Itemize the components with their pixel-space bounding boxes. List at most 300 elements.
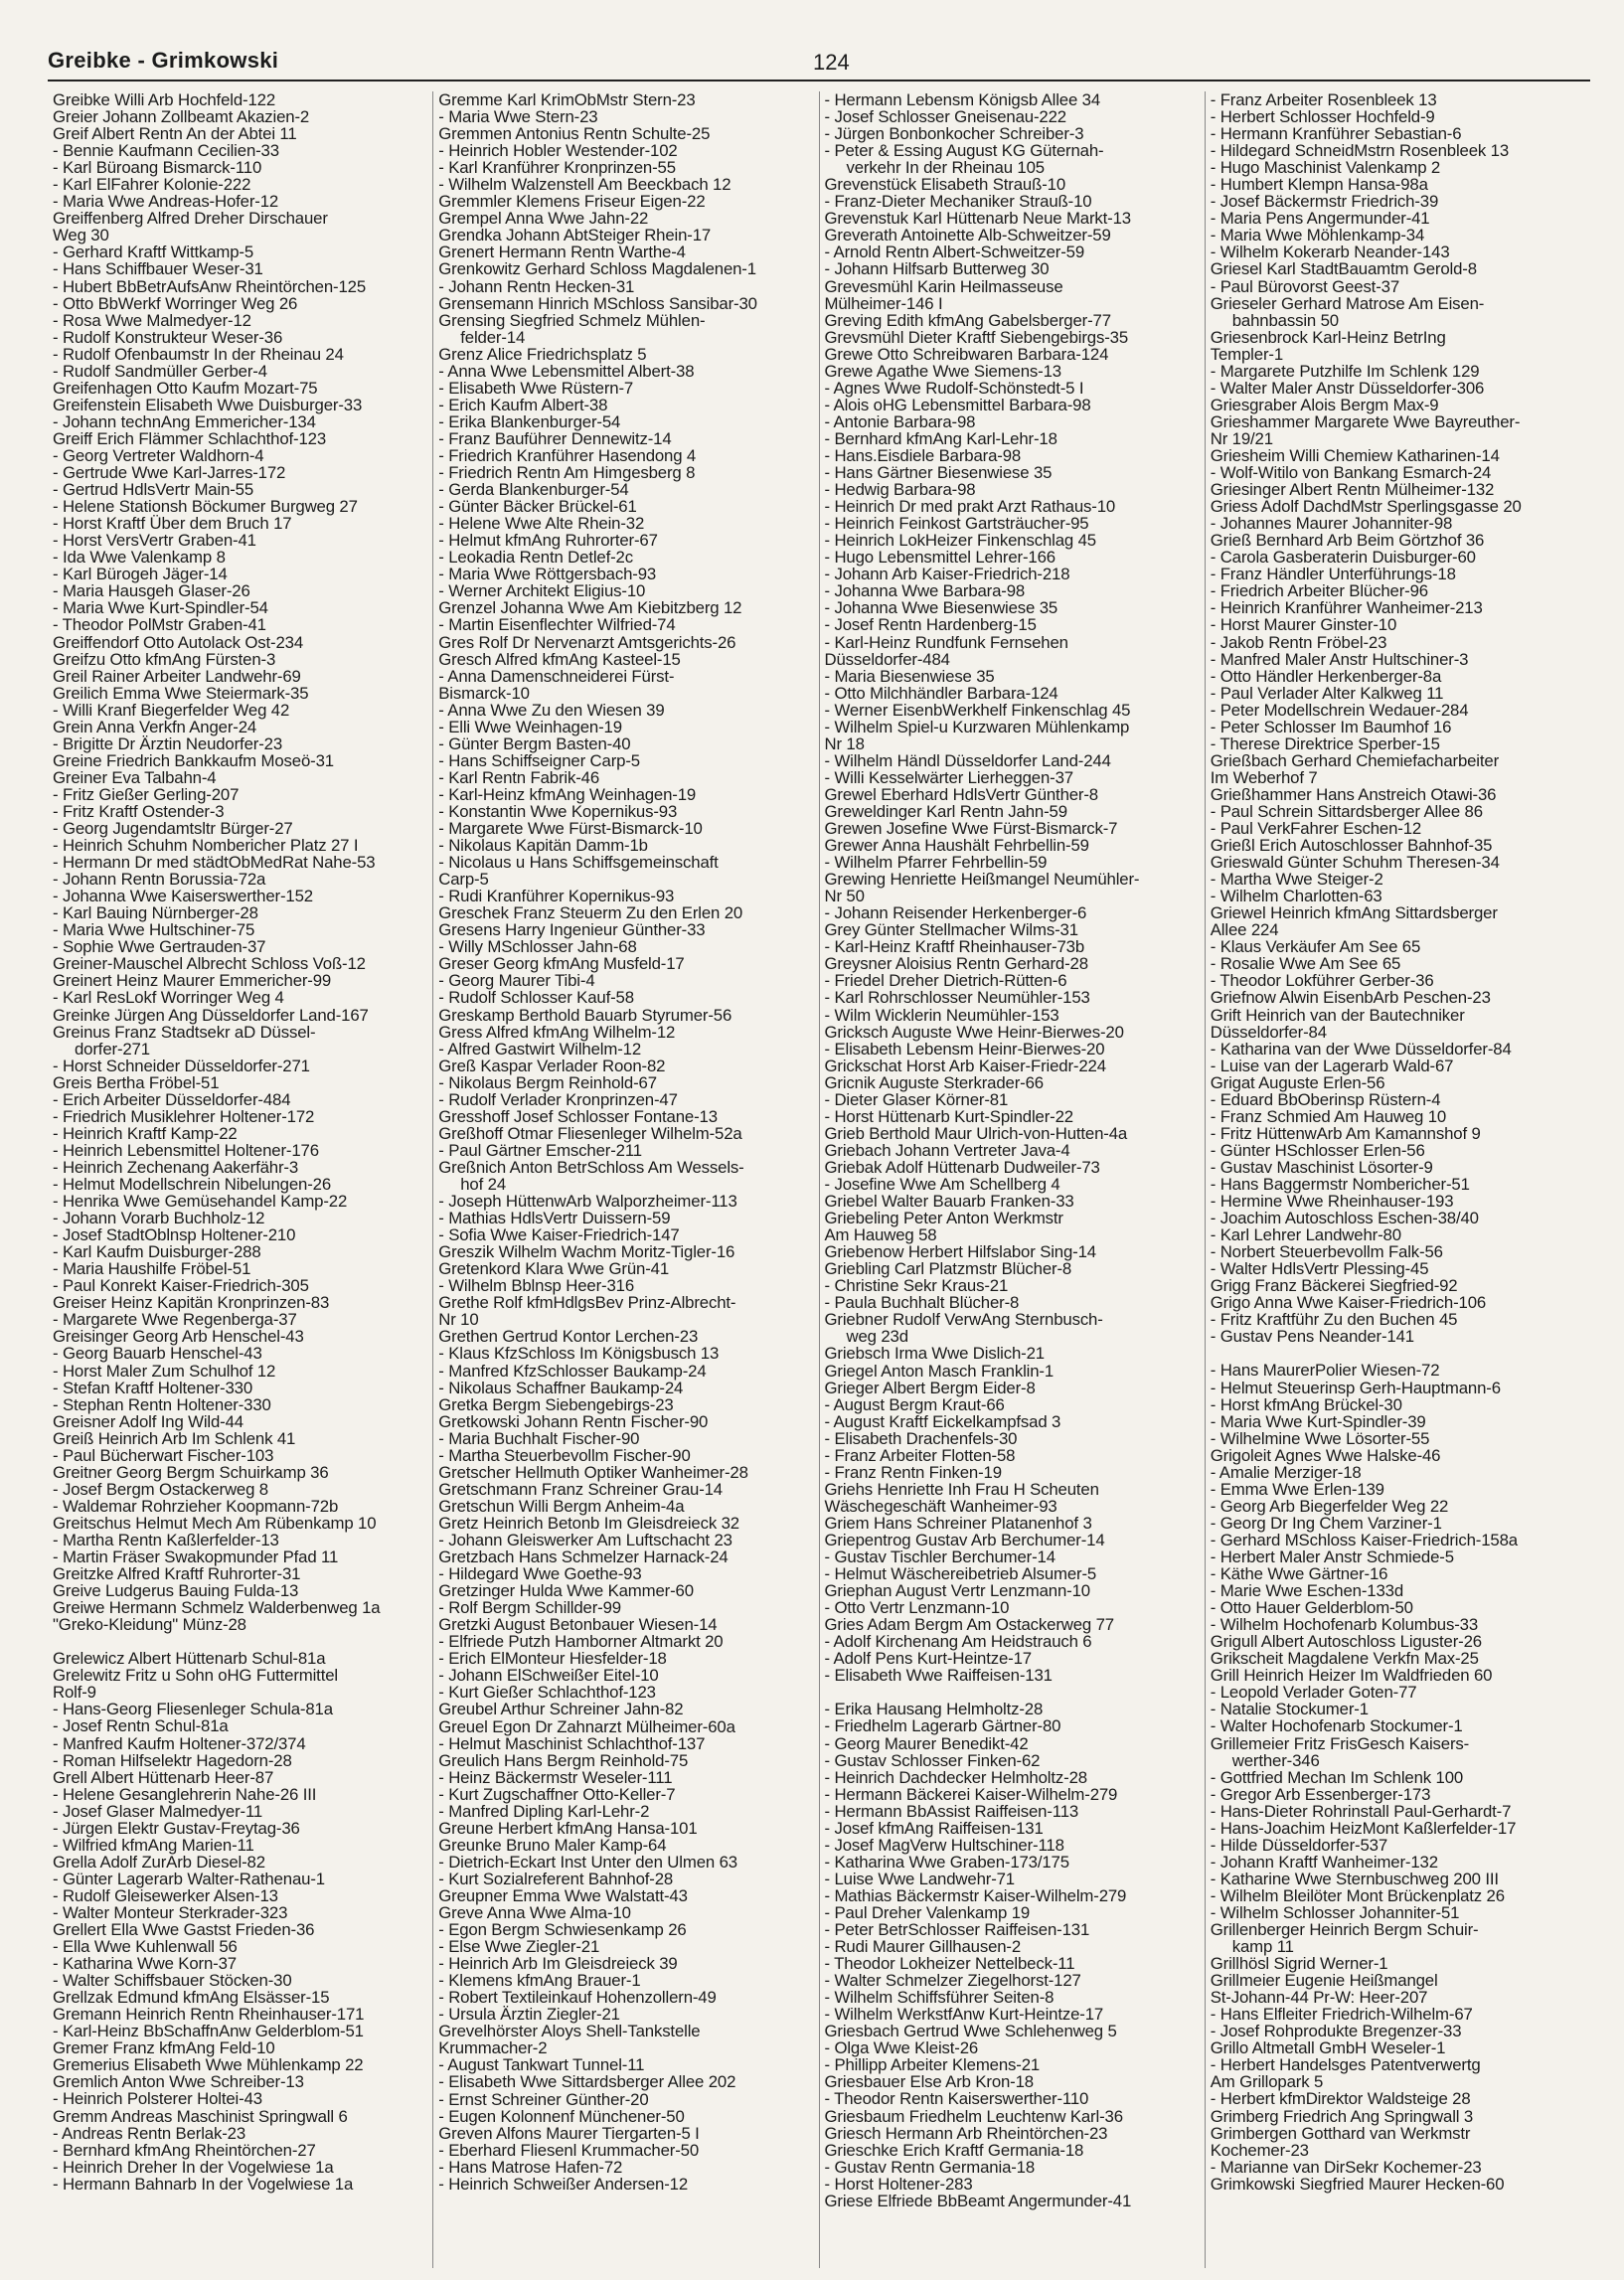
directory-entry: Gremm Andreas Maschinist Springwall 6 xyxy=(53,2106,348,2126)
directory-entry: Gremme Karl KrimObMstr Stern-23 xyxy=(438,91,696,109)
directory-sub-entry: - Walter Schiffsbauer Stöcken-30 xyxy=(53,1971,292,1991)
directory-entry: Greßnich Anton BetrSchloss Am Wessels- xyxy=(438,1157,744,1177)
directory-sub-entry: - Eugen Kolonnenf Münchener-50 xyxy=(438,2106,685,2126)
directory-entry: Grella Adolf ZurArb Diesel-82 xyxy=(53,1852,265,1872)
directory-sub-entry: - Waldemar Rohrzieher Koopmann-72b xyxy=(53,1496,339,1516)
directory-sub-entry: - Theodor Rentn Kaiserswerther-110 xyxy=(824,2089,1089,2109)
directory-entry-continuation: kamp 11 xyxy=(1231,1937,1294,1957)
directory-entry: Grenkowitz Gerhard Schloss Magdalenen-1 xyxy=(438,259,756,279)
directory-sub-entry: - Katharine Wwe Sternbuschweg 200 III xyxy=(1210,1869,1499,1888)
directory-sub-entry: - Karl Rentn Fabrik-46 xyxy=(438,767,600,787)
directory-sub-entry: - Ida Wwe Valenkamp 8 xyxy=(53,548,226,568)
directory-entry: Nr 19/21 xyxy=(1210,428,1273,448)
directory-entry: Greiß Heinrich Arb Im Schlenk 41 xyxy=(53,1428,296,1448)
directory-sub-entry: - Hedwig Barbara-98 xyxy=(824,480,976,500)
directory-entry: Griebeling Peter Anton Werkmstr xyxy=(824,1209,1063,1228)
directory-sub-entry: - Brigitte Dr Ärztin Neudorfer-23 xyxy=(53,733,282,753)
directory-sub-entry: - Heinrich Lebensmittel Holtener-176 xyxy=(53,1140,319,1160)
directory-sub-entry: - Maria Wwe Stern-23 xyxy=(438,107,598,127)
directory-sub-entry: - Kurt Sozialreferent Bahnhof-28 xyxy=(438,1869,674,1888)
directory-entry: Gresch Alfred kfmAng Kasteel-15 xyxy=(438,649,681,669)
directory-sub-entry: - Horst Maurer Ginster-10 xyxy=(1210,615,1397,635)
directory-sub-entry: - Joseph HüttenwArb Walporzheimer-113 xyxy=(438,1192,737,1212)
directory-sub-entry: - Friedhelm Lagerarb Gärtner-80 xyxy=(824,1716,1061,1736)
directory-sub-entry: - Martin Fräser Swakopmunder Pfad 11 xyxy=(53,1547,339,1567)
directory-sub-entry: - Rudolf Verlader Kronprinzen-47 xyxy=(438,1089,678,1109)
directory-sub-entry: - Mathias Bäckermstr Kaiser-Wilhelm-279 xyxy=(824,1885,1127,1905)
directory-sub-entry: - Elisabeth Lebensm Heinr-Bierwes-20 xyxy=(824,1039,1105,1059)
directory-sub-entry: - Werner Architekt Eligius-10 xyxy=(438,581,646,601)
directory-sub-entry: - Ella Wwe Kuhlenwall 56 xyxy=(53,1937,238,1957)
entry-gap xyxy=(1211,1345,1585,1362)
directory-sub-entry: - Nicolaus u Hans Schiffsgemeinschaft xyxy=(438,853,719,873)
directory-entry: Greibke Willi Arb Hochfeld-122 xyxy=(53,91,276,109)
directory-entry: Greinke Jürgen Ang Düsseldorfer Land-167 xyxy=(53,1005,369,1025)
directory-entry: Griesenbrock Karl-Heinz BetrIng xyxy=(1210,327,1446,347)
directory-sub-entry: - Johann Arb Kaiser-Friedrich-218 xyxy=(824,565,1070,584)
directory-sub-entry: - Gerhard MSchloss Kaiser-Friedrich-158a xyxy=(1210,1530,1518,1549)
directory-sub-entry: - Erich Arbeiter Düsseldorfer-484 xyxy=(53,1089,291,1109)
directory-sub-entry: - Elisabeth Wwe Sittardsberger Allee 202 xyxy=(438,2072,736,2092)
directory-sub-entry: - Luise Wwe Landwehr-71 xyxy=(824,1869,1015,1888)
directory-entry: Grillhösl Sigrid Werner-1 xyxy=(1210,1954,1388,1974)
directory-sub-entry: - Wolf-Witilo von Bankang Esmarch-24 xyxy=(1210,463,1492,483)
directory-entry: Grewe Otto Schreibwaren Barbara-124 xyxy=(824,344,1109,364)
directory-sub-entry: - Herbert Handelsges Patentverwertg xyxy=(1210,2055,1481,2075)
directory-sub-entry: - Wilhelm Charlotten-63 xyxy=(1210,887,1382,906)
directory-sub-entry: - Hugo Lebensmittel Lehrer-166 xyxy=(824,548,1056,568)
directory-sub-entry: - Nikolaus Schaffner Baukamp-24 xyxy=(438,1378,684,1397)
directory-sub-entry: - Friedel Dreher Dietrich-Rütten-6 xyxy=(824,971,1067,991)
directory-entry: Kochemer-23 xyxy=(1210,2140,1309,2160)
directory-entry: Greverath Antoinette Alb-Schweitzer-59 xyxy=(824,226,1111,245)
directory-sub-entry: - Helene Wwe Alte Rhein-32 xyxy=(438,514,645,534)
directory-entry: Greil Rainer Arbeiter Landwehr-69 xyxy=(53,666,301,686)
directory-sub-entry: - Georg Jugendamtsltr Bürger-27 xyxy=(53,819,293,839)
directory-entry: Düsseldorfer-84 xyxy=(1210,1022,1327,1042)
directory-sub-entry: - Maria Wwe Röttgersbach-93 xyxy=(438,565,657,584)
directory-sub-entry: - Paul Gärtner Emscher-211 xyxy=(438,1140,642,1160)
directory-sub-entry: - Hans Schiffseigner Carp-5 xyxy=(438,750,640,770)
directory-sub-entry: - Andreas Rentn Berlak-23 xyxy=(53,2123,246,2143)
directory-entry: Grillmeier Eugenie Heißmangel xyxy=(1210,1971,1438,1991)
directory-sub-entry: - Fritz Kraftf Ostender-3 xyxy=(53,801,225,821)
directory-entry: Grevenstuk Karl Hüttenarb Neue Markt-13 xyxy=(824,209,1131,229)
directory-sub-entry: - Karl Büroang Bismarck-110 xyxy=(53,158,262,178)
directory-entry: Grevenstück Elisabeth Strauß-10 xyxy=(824,175,1066,195)
directory-entry: Griehs Henriette Inh Frau H Scheuten xyxy=(824,1479,1099,1499)
directory-entry: Griesinger Albert Rentn Mülheimer-132 xyxy=(1210,480,1495,500)
directory-sub-entry: - Katharina Wwe Graben-173/175 xyxy=(824,1852,1069,1872)
directory-entry: Greifenhagen Otto Kaufm Mozart-75 xyxy=(53,378,318,398)
directory-sub-entry: - Heinrich Kraftf Kamp-22 xyxy=(53,1123,238,1143)
directory-entry: Greune Herbert kfmAng Hansa-101 xyxy=(438,1818,698,1838)
directory-entry: Greschek Franz Steuerm Zu den Erlen 20 xyxy=(438,903,743,923)
directory-sub-entry: - Kurt Zugschaffner Otto-Keller-7 xyxy=(438,1784,676,1804)
directory-sub-entry: - Margarete Wwe Fürst-Bismarck-10 xyxy=(438,819,703,839)
directory-sub-entry: - Georg Dr Ing Chem Varziner-1 xyxy=(1210,1513,1442,1533)
directory-sub-entry: - Maria Wwe Hultschiner-75 xyxy=(53,920,255,940)
directory-sub-entry: - Rolf Bergm Schillder-99 xyxy=(438,1598,621,1618)
directory-sub-entry: - Nikolaus Kapitän Damm-1b xyxy=(438,836,648,856)
directory-entry: Gretkowski Johann Rentn Fischer-90 xyxy=(438,1411,709,1431)
directory-sub-entry: - Hugo Maschinist Valenkamp 2 xyxy=(1210,158,1441,178)
directory-sub-entry: - Günter Bäcker Brückel-61 xyxy=(438,497,637,517)
directory-sub-entry: - Ursula Ärztin Ziegler-21 xyxy=(438,2005,620,2025)
directory-entry: Greysner Aloisius Rentn Gerhard-28 xyxy=(824,954,1088,974)
directory-sub-entry: - Franz Bauführer Dennewitz-14 xyxy=(438,428,672,448)
directory-sub-entry: - Katharina van der Wwe Düsseldorfer-84 xyxy=(1210,1039,1512,1059)
directory-sub-entry: - Johannes Maurer Johanniter-98 xyxy=(1210,514,1453,534)
directory-entry: Gremer Franz kfmAng Feld-10 xyxy=(53,2038,275,2058)
directory-sub-entry: - Natalie Stockumer-1 xyxy=(1210,1700,1369,1719)
directory-entry-continuation: bahnbassin 50 xyxy=(1231,310,1339,330)
directory-entry: Grevelhörster Aloys Shell-Tankstelle xyxy=(438,2022,701,2041)
directory-sub-entry: - Karl Rohrschlosser Neumühler-153 xyxy=(824,988,1090,1008)
directory-entry: Grimberg Friedrich Ang Springwall 3 xyxy=(1210,2106,1474,2126)
directory-sub-entry: - Manfred Dipling Karl-Lehr-2 xyxy=(438,1801,650,1821)
directory-entry: Griebner Rudolf VerwAng Sternbusch- xyxy=(824,1310,1103,1330)
directory-entry: Griesbach Gertrud Wwe Schlehenweg 5 xyxy=(824,2022,1117,2041)
directory-entry: Griesgraber Alois Bergm Max-9 xyxy=(1210,395,1439,414)
directory-sub-entry: - Hans-Dieter Rohrinstall Paul-Gerhardt-7 xyxy=(1210,1801,1512,1821)
directory-entry: Gress Alfred kfmAng Wilhelm-12 xyxy=(438,1022,676,1042)
directory-sub-entry: - Mathias HdlsVertr Duissern-59 xyxy=(438,1209,671,1228)
directory-sub-entry: - Heinrich Dachdecker Helmholtz-28 xyxy=(824,1767,1087,1787)
directory-entry: Grelewitz Fritz u Sohn oHG Futtermittel xyxy=(53,1666,338,1686)
directory-sub-entry: - Stefan Kraftf Holtener-330 xyxy=(53,1378,253,1397)
directory-entry: Griepentrog Gustav Arb Berchumer-14 xyxy=(824,1530,1105,1549)
directory-entry: Gremerius Elisabeth Wwe Mühlenkamp 22 xyxy=(53,2055,364,2075)
directory-entry: Grigull Albert Autoschloss Liguster-26 xyxy=(1210,1632,1482,1652)
directory-sub-entry: - Josef Bäckermstr Friedrich-39 xyxy=(1210,192,1439,212)
directory-sub-entry: - Klaus Verkäufer Am See 65 xyxy=(1210,937,1421,957)
directory-sub-entry: - Hermann BbAssist Raiffeisen-113 xyxy=(824,1801,1079,1821)
directory-sub-entry: - Karl Lehrer Landwehr-80 xyxy=(1210,1225,1401,1245)
directory-sub-entry: - Klaus KfzSchloss Im Königsbusch 13 xyxy=(438,1344,720,1364)
directory-entry: Greis Bertha Fröbel-51 xyxy=(53,1072,220,1092)
directory-entry: Nr 18 xyxy=(824,733,865,753)
directory-entry: Gricksch Auguste Wwe Heinr-Bierwes-20 xyxy=(824,1022,1124,1042)
directory-sub-entry: - Heinrich Schuhm Nombericher Platz 27 I xyxy=(53,836,359,856)
directory-sub-entry: - Gregor Arb Essenberger-173 xyxy=(1210,1784,1431,1804)
directory-sub-entry: - Anna Wwe Lebensmittel Albert-38 xyxy=(438,361,695,381)
directory-entry: Gremlich Anton Wwe Schreiber-13 xyxy=(53,2072,304,2092)
directory-sub-entry: - Rosalie Wwe Am See 65 xyxy=(1210,954,1401,974)
directory-sub-entry: - Maria Buchhalt Fischer-90 xyxy=(438,1428,640,1448)
directory-sub-entry: - Martha Wwe Steiger-2 xyxy=(1210,870,1383,890)
directory-entry: Gremmen Antonius Rentn Schulte-25 xyxy=(438,124,711,144)
directory-sub-entry: - Eduard BbOberinsp Rüstern-4 xyxy=(1210,1089,1441,1109)
directory-entry: Grill Heinrich Heizer Im Waldfrieden 60 xyxy=(1210,1666,1493,1686)
directory-sub-entry: - Heinrich Schweißer Andersen-12 xyxy=(438,2174,689,2194)
directory-sub-entry: - Horst Hüttenarb Kurt-Spindler-22 xyxy=(824,1106,1073,1126)
directory-entry: Grießhammer Hans Anstreich Otawi-36 xyxy=(1210,784,1497,804)
directory-sub-entry: - Maria Hausgeh Glaser-26 xyxy=(53,581,250,601)
directory-sub-entry: - Helmut Steuerinsp Gerh-Hauptmann-6 xyxy=(1210,1378,1501,1397)
directory-sub-entry: - Hermine Wwe Rheinhauser-193 xyxy=(1210,1192,1454,1212)
directory-sub-entry: - Paul Dreher Valenkamp 19 xyxy=(824,1902,1031,1922)
directory-entry: Grewer Anna Haushält Fehrbellin-59 xyxy=(824,836,1089,856)
directory-sub-entry: - Walter Monteur Sterkrader-323 xyxy=(53,1902,288,1922)
directory-entry: Grigg Franz Bäckerei Siegfried-92 xyxy=(1210,1276,1458,1296)
directory-entry: Greinus Franz Stadtsekr aD Düssel- xyxy=(53,1022,316,1042)
directory-entry: Griegel Anton Masch Franklin-1 xyxy=(824,1361,1055,1381)
directory-entry: Am Grillopark 5 xyxy=(1210,2072,1324,2092)
directory-sub-entry: - Elli Wwe Weinhagen-19 xyxy=(438,717,622,736)
directory-sub-entry: - Gertrud HdlsVertr Main-55 xyxy=(53,480,254,500)
directory-sub-entry: - Paul Verlader Alter Kalkweg 11 xyxy=(1210,683,1444,703)
directory-sub-entry: - Walter Hochofenarb Stockumer-1 xyxy=(1210,1716,1463,1736)
directory-sub-entry: - Bernhard kfmAng Karl-Lehr-18 xyxy=(824,428,1057,448)
directory-sub-entry: - Helmut Maschinist Schlachthof-137 xyxy=(438,1733,706,1753)
directory-entry: Griesbaum Friedhelm Leuchtenw Karl-36 xyxy=(824,2106,1123,2126)
directory-sub-entry: - Christine Sekr Kraus-21 xyxy=(824,1276,1009,1296)
directory-entry: Griephan August Vertr Lenzmann-10 xyxy=(824,1581,1090,1601)
directory-sub-entry: - Leokadia Rentn Detlef-2c xyxy=(438,548,633,568)
directory-entry: Grensemann Hinrich MSchloss Sansibar-30 xyxy=(438,293,757,313)
directory-sub-entry: - Klemens kfmAng Brauer-1 xyxy=(438,1971,641,1991)
directory-column-2 xyxy=(432,91,818,2268)
directory-sub-entry: - Hans-Joachim HeizMont Kaßlerfelder-17 xyxy=(1210,1818,1517,1838)
directory-sub-entry: - Maria Wwe Möhlenkamp-34 xyxy=(1210,226,1425,245)
directory-entry: Greiff Erich Flämmer Schlachthof-123 xyxy=(53,428,327,448)
directory-sub-entry: - Karl Kaufm Duisburger-288 xyxy=(53,1242,261,1262)
directory-sub-entry: - Werner EisenbWerkhelf Finkenschlag 45 xyxy=(824,700,1131,720)
directory-sub-entry: - Karl Bürogeh Jäger-14 xyxy=(53,565,228,584)
directory-sub-entry: - Herbert kfmDirektor Waldsteige 28 xyxy=(1210,2089,1471,2109)
directory-sub-entry: - Gertrude Wwe Karl-Jarres-172 xyxy=(53,463,286,483)
directory-sub-entry: - Paul VerkFahrer Eschen-12 xyxy=(1210,819,1422,839)
directory-sub-entry: - Heinrich Arb Im Gleisdreieck 39 xyxy=(438,1954,678,1974)
directory-sub-entry: - Alois oHG Lebensmittel Barbara-98 xyxy=(824,395,1091,414)
directory-entry: Greisinger Georg Arb Henschel-43 xyxy=(53,1327,304,1347)
directory-sub-entry: - Walter HdlsVertr Plessing-45 xyxy=(1210,1259,1429,1279)
directory-sub-entry: - Jakob Rentn Fröbel-23 xyxy=(1210,632,1387,652)
directory-entry: Griesch Hermann Arb Rheintörchen-23 xyxy=(824,2123,1108,2143)
directory-sub-entry: - Martha Steuerbevollm Fischer-90 xyxy=(438,1445,691,1465)
directory-sub-entry: - Maria Biesenwiese 35 xyxy=(824,666,995,686)
directory-entry: Grigat Auguste Erlen-56 xyxy=(1210,1072,1385,1092)
directory-sub-entry: - Johann Kraftf Wanheimer-132 xyxy=(1210,1852,1438,1872)
directory-entry: St-Johann-44 Pr-W: Heer-207 xyxy=(1210,1988,1428,2008)
directory-sub-entry: - Arnold Rentn Albert-Schweitzer-59 xyxy=(824,243,1085,262)
directory-sub-entry: - Margarete Putzhilfe Im Schlenk 129 xyxy=(1210,361,1480,381)
directory-entry: Grenz Alice Friedrichsplatz 5 xyxy=(438,344,647,364)
directory-sub-entry: - Marianne van DirSekr Kochemer-23 xyxy=(1210,2157,1482,2177)
directory-entry: Grewing Henriette Heißmangel Neumühler- xyxy=(824,870,1140,890)
directory-entry: Gretenkord Klara Wwe Grün-41 xyxy=(438,1259,670,1279)
directory-sub-entry: - Rudolf Ofenbaumstr In der Rheinau 24 xyxy=(53,344,344,364)
directory-sub-entry: - Robert Textileinkauf Hohenzollern-49 xyxy=(438,1988,717,2008)
directory-sub-entry: - Katharina Wwe Korn-37 xyxy=(53,1954,237,1974)
directory-entry: Grellzak Edmund kfmAng Elsässer-15 xyxy=(53,1988,330,2008)
directory-entry: Grewe Agathe Wwe Siemens-13 xyxy=(824,361,1061,381)
directory-entry: Grethe Rolf kfmHdlgsBev Prinz-Albrecht- xyxy=(438,1293,736,1313)
directory-entry: Grieß Bernhard Arb Beim Görtzhof 36 xyxy=(1210,531,1485,551)
directory-entry: Greiffenberg Alfred Dreher Dirschauer xyxy=(53,209,328,229)
directory-sub-entry: - Heinrich Dr med prakt Arzt Rathaus-10 xyxy=(824,497,1116,517)
directory-sub-entry: - Paul Konrekt Kaiser-Friedrich-305 xyxy=(53,1276,309,1296)
directory-sub-entry: - Hildegard SchneidMstrn Rosenbleek 13 xyxy=(1210,141,1510,161)
directory-sub-entry: - Gustav Rentn Germania-18 xyxy=(824,2157,1036,2177)
directory-entry: Templer-1 xyxy=(1210,344,1284,364)
directory-sub-entry: - Georg Maurer Benedikt-42 xyxy=(824,1733,1029,1753)
directory-sub-entry: - Sophie Wwe Gertrauden-37 xyxy=(53,937,266,957)
directory-sub-entry: - Friedrich Musiklehrer Holtener-172 xyxy=(53,1106,315,1126)
directory-sub-entry: - Peter & Essing August KG Güternah- xyxy=(824,141,1104,161)
directory-sub-entry: - Rudolf Konstrukteur Weser-36 xyxy=(53,327,283,347)
directory-sub-entry: - Franz Schmied Am Hauweg 10 xyxy=(1210,1106,1447,1126)
directory-entry: Greiner Eva Talbahn-4 xyxy=(53,767,217,787)
entry-gap xyxy=(53,1633,427,1650)
directory-sub-entry: - Erika Hausang Helmholtz-28 xyxy=(824,1700,1044,1719)
directory-sub-entry: - Hans.Eisdiele Barbara-98 xyxy=(824,445,1022,465)
directory-entry: Wäschegeschäft Wanheimer-93 xyxy=(824,1496,1057,1516)
directory-entry: Greine Friedrich Bankkaufm Moseö-31 xyxy=(53,750,334,770)
directory-sub-entry: - Peter Schlosser Im Baumhof 16 xyxy=(1210,717,1452,736)
directory-entry: Greiner-Mauschel Albrecht Schloss Voß-12 xyxy=(53,954,366,974)
directory-sub-entry: - Georg Arb Biegerfelder Weg 22 xyxy=(1210,1496,1449,1516)
directory-entry: Grewen Josefine Wwe Fürst-Bismarck-7 xyxy=(824,819,1118,839)
directory-sub-entry: - Herbert Maler Anstr Schmiede-5 xyxy=(1210,1547,1454,1566)
directory-sub-entry: - Fritz Gießer Gerling-207 xyxy=(53,784,240,804)
directory-entry: Greitschus Helmut Mech Am Rübenkamp 10 xyxy=(53,1513,377,1533)
directory-entry: Allee 224 xyxy=(1210,920,1279,940)
directory-sub-entry: - Franz-Dieter Mechaniker Strauß-10 xyxy=(824,192,1092,212)
directory-entry: Griebach Johann Vertreter Java-4 xyxy=(824,1140,1070,1160)
directory-sub-entry: - Friedrich Rentn Am Himgesberg 8 xyxy=(438,463,696,483)
directory-sub-entry: - Carola Gasberaterin Duisburger-60 xyxy=(1210,548,1476,568)
directory-sub-entry: - Paul Bücherwart Fischer-103 xyxy=(53,1445,274,1465)
directory-sub-entry: - Paula Buchhalt Blücher-8 xyxy=(824,1293,1020,1313)
directory-sub-entry: - Horst kfmAng Brückel-30 xyxy=(1210,1394,1402,1414)
directory-entry: Grethen Gertrud Kontor Lerchen-23 xyxy=(438,1327,699,1347)
directory-sub-entry: - Elisabeth Wwe Raiffeisen-131 xyxy=(824,1666,1053,1686)
directory-sub-entry: - Humbert Klempn Hansa-98a xyxy=(1210,175,1428,195)
directory-entry: Greiwe Hermann Schmelz Walderbenweg 1a xyxy=(53,1598,381,1618)
directory-sub-entry: - Otto Hauer Gelderblom-50 xyxy=(1210,1598,1413,1618)
directory-sub-entry: - Marie Wwe Eschen-133d xyxy=(1210,1581,1404,1601)
directory-sub-entry: - Else Wwe Ziegler-21 xyxy=(438,1937,600,1957)
directory-sub-entry: - Hermann Lebensm Königsb Allee 34 xyxy=(824,91,1101,109)
directory-entry: Grewel Eberhard HdlsVertr Günther-8 xyxy=(824,784,1098,804)
directory-sub-entry: - Anna Wwe Zu den Wiesen 39 xyxy=(438,700,665,720)
directory-sub-entry: - Günter Lagerarb Walter-Rathenau-1 xyxy=(53,1869,325,1888)
directory-entry: Grein Anna Verkfn Anger-24 xyxy=(53,717,257,736)
directory-entry: Grell Albert Hüttenarb Heer-87 xyxy=(53,1767,274,1787)
directory-entry: Gremmler Klemens Friseur Eigen-22 xyxy=(438,192,706,212)
directory-sub-entry: - Rudi Kranführer Kopernikus-93 xyxy=(438,887,675,906)
directory-sub-entry: - August Bergm Kraut-66 xyxy=(824,1394,1005,1414)
directory-sub-entry: - Adolf Pens Kurt-Heintze-17 xyxy=(824,1649,1032,1669)
directory-entry: Mülheimer-146 I xyxy=(824,293,943,313)
directory-sub-entry: - Rosa Wwe Malmedyer-12 xyxy=(53,310,251,330)
directory-entry: Griem Hans Schreiner Platanenhof 3 xyxy=(824,1513,1092,1533)
directory-entry: Griesbauer Else Arb Kron-18 xyxy=(824,2072,1034,2092)
directory-entry: Grensing Siegfried Schmelz Mühlen- xyxy=(438,310,706,330)
directory-sub-entry: - Stephan Rentn Holtener-330 xyxy=(53,1394,271,1414)
directory-sub-entry: - Georg Maurer Tibi-4 xyxy=(438,971,595,991)
directory-sub-entry: - Horst VersVertr Graben-41 xyxy=(53,531,256,551)
directory-sub-entry: - Wilhelmine Wwe Lösorter-55 xyxy=(1210,1428,1430,1448)
directory-sub-entry: - Josef StadtOblnsp Holtener-210 xyxy=(53,1225,296,1245)
directory-entry: Grillo Altmetall GmbH Weseler-1 xyxy=(1210,2038,1446,2058)
directory-sub-entry: - Joachim Autoschloss Eschen-38/40 xyxy=(1210,1209,1479,1228)
directory-sub-entry: - Elisabeth Drachenfels-30 xyxy=(824,1428,1018,1448)
directory-entry: Greszik Wilhelm Wachm Moritz-Tigler-16 xyxy=(438,1242,735,1262)
directory-entry: Rolf-9 xyxy=(53,1683,96,1703)
directory-sub-entry: - Johann ElSchweißer Eitel-10 xyxy=(438,1666,659,1686)
directory-sub-entry: - Fritz HüttenwArb Am Kamannshof 9 xyxy=(1210,1123,1481,1143)
directory-entry: Grigo Anna Wwe Kaiser-Friedrich-106 xyxy=(1210,1293,1487,1313)
directory-entry: Krummacher-2 xyxy=(438,2038,548,2058)
directory-sub-entry: - Wilhelm Spiel-u Kurzwaren Mühlenkamp xyxy=(824,717,1130,736)
directory-sub-entry: - Käthe Wwe Gärtner-16 xyxy=(1210,1564,1388,1584)
directory-sub-entry: - Margarete Wwe Regenberga-37 xyxy=(53,1310,297,1330)
directory-sub-entry: - Wilhelm Bblnsp Heer-316 xyxy=(438,1276,635,1296)
page-number: 124 xyxy=(813,50,850,75)
directory-sub-entry: - Luise van der Lagerarb Wald-67 xyxy=(1210,1056,1454,1075)
directory-sub-entry: - Hermann Dr med städtObMedRat Nahe-53 xyxy=(53,853,376,873)
directory-entry: Greifenstein Elisabeth Wwe Duisburger-33 xyxy=(53,395,363,414)
directory-sub-entry: - Karl Bauing Nürnberger-28 xyxy=(53,903,258,923)
directory-sub-entry: - Theodor PolMstr Graben-41 xyxy=(53,615,266,635)
directory-sub-entry: - Wilhelm Hochofenarb Kolumbus-33 xyxy=(1210,1615,1479,1635)
directory-sub-entry: - Rudi Maurer Gillhausen-2 xyxy=(824,1937,1022,1957)
directory-sub-entry: - Hans Baggermstr Nombericher-51 xyxy=(1210,1175,1470,1194)
directory-sub-entry: - Johann Gleiswerker Am Luftschacht 23 xyxy=(438,1530,732,1549)
directory-entry-continuation: weg 23d xyxy=(846,1327,908,1347)
directory-sub-entry: - Karl ElFahrer Kolonie-222 xyxy=(53,175,251,195)
directory-sub-entry: - Paul Bürovorst Geest-37 xyxy=(1210,276,1400,296)
directory-sub-entry: - Ernst Schreiner Günther-20 xyxy=(438,2089,649,2109)
directory-entry: Grey Günter Stellmacher Wilms-31 xyxy=(824,920,1078,940)
directory-entry: Grieb Berthold Maur Ulrich-von-Hutten-4a xyxy=(824,1123,1128,1143)
directory-sub-entry: - Georg Bauarb Henschel-43 xyxy=(53,1344,262,1364)
directory-entry: Grießbach Gerhard Chemiefacharbeiter xyxy=(1210,750,1500,770)
directory-entry: Grieger Albert Bergm Eider-8 xyxy=(824,1378,1036,1397)
directory-sub-entry: - Heinrich Polsterer Holtei-43 xyxy=(53,2089,262,2109)
directory-sub-entry: - Johanna Wwe Biesenwiese 35 xyxy=(824,598,1058,618)
directory-sub-entry: - Fritz Kraftführ Zu den Buchen 45 xyxy=(1210,1310,1458,1330)
directory-entry: Griesheim Willi Chemiew Katharinen-14 xyxy=(1210,445,1500,465)
directory-sub-entry: - Roman Hilfselektr Hagedorn-28 xyxy=(53,1750,292,1770)
directory-sub-entry: - Wilhelm WerkstfAnw Kurt-Heintze-17 xyxy=(824,2005,1104,2025)
directory-sub-entry: - Rudolf Schlosser Kauf-58 xyxy=(438,988,634,1008)
entry-gap xyxy=(825,1684,1200,1701)
directory-sub-entry: - Johann Vorarb Buchholz-12 xyxy=(53,1209,265,1228)
directory-entry: Gretzki August Betonbauer Wiesen-14 xyxy=(438,1615,718,1635)
directory-sub-entry: - Elisabeth Wwe Rüstern-7 xyxy=(438,378,634,398)
directory-entry: Nr 10 xyxy=(438,1310,479,1330)
directory-sub-entry: - Hermann Bäckerei Kaiser-Wilhelm-279 xyxy=(824,1784,1118,1804)
directory-entry: Carp-5 xyxy=(438,870,489,890)
directory-entry: Bismarck-10 xyxy=(438,683,530,703)
directory-sub-entry: - Josef kfmAng Raiffeisen-131 xyxy=(824,1818,1044,1838)
directory-sub-entry: - Antonie Barbara-98 xyxy=(824,411,976,431)
directory-sub-entry: - Willi Kranf Biegerfelder Weg 42 xyxy=(53,700,290,720)
directory-sub-entry: - Norbert Steuerbevollm Falk-56 xyxy=(1210,1242,1443,1262)
directory-entry-continuation: werther-346 xyxy=(1231,1750,1320,1770)
directory-sub-entry: - Eberhard Fliesenl Krummacher-50 xyxy=(438,2140,700,2160)
directory-sub-entry: - Günter Bergm Basten-40 xyxy=(438,733,631,753)
directory-sub-entry: - Helmut kfmAng Ruhrorter-67 xyxy=(438,531,658,551)
directory-entry: Greser Georg kfmAng Musfeld-17 xyxy=(438,954,685,974)
directory-sub-entry: - Theodor Lokführer Gerber-36 xyxy=(1210,971,1434,991)
directory-sub-entry: - Otto Händler Herkenberger-8a xyxy=(1210,666,1442,686)
directory-sub-entry: - Dietrich-Eckart Inst Unter den Ulmen 63 xyxy=(438,1852,737,1872)
